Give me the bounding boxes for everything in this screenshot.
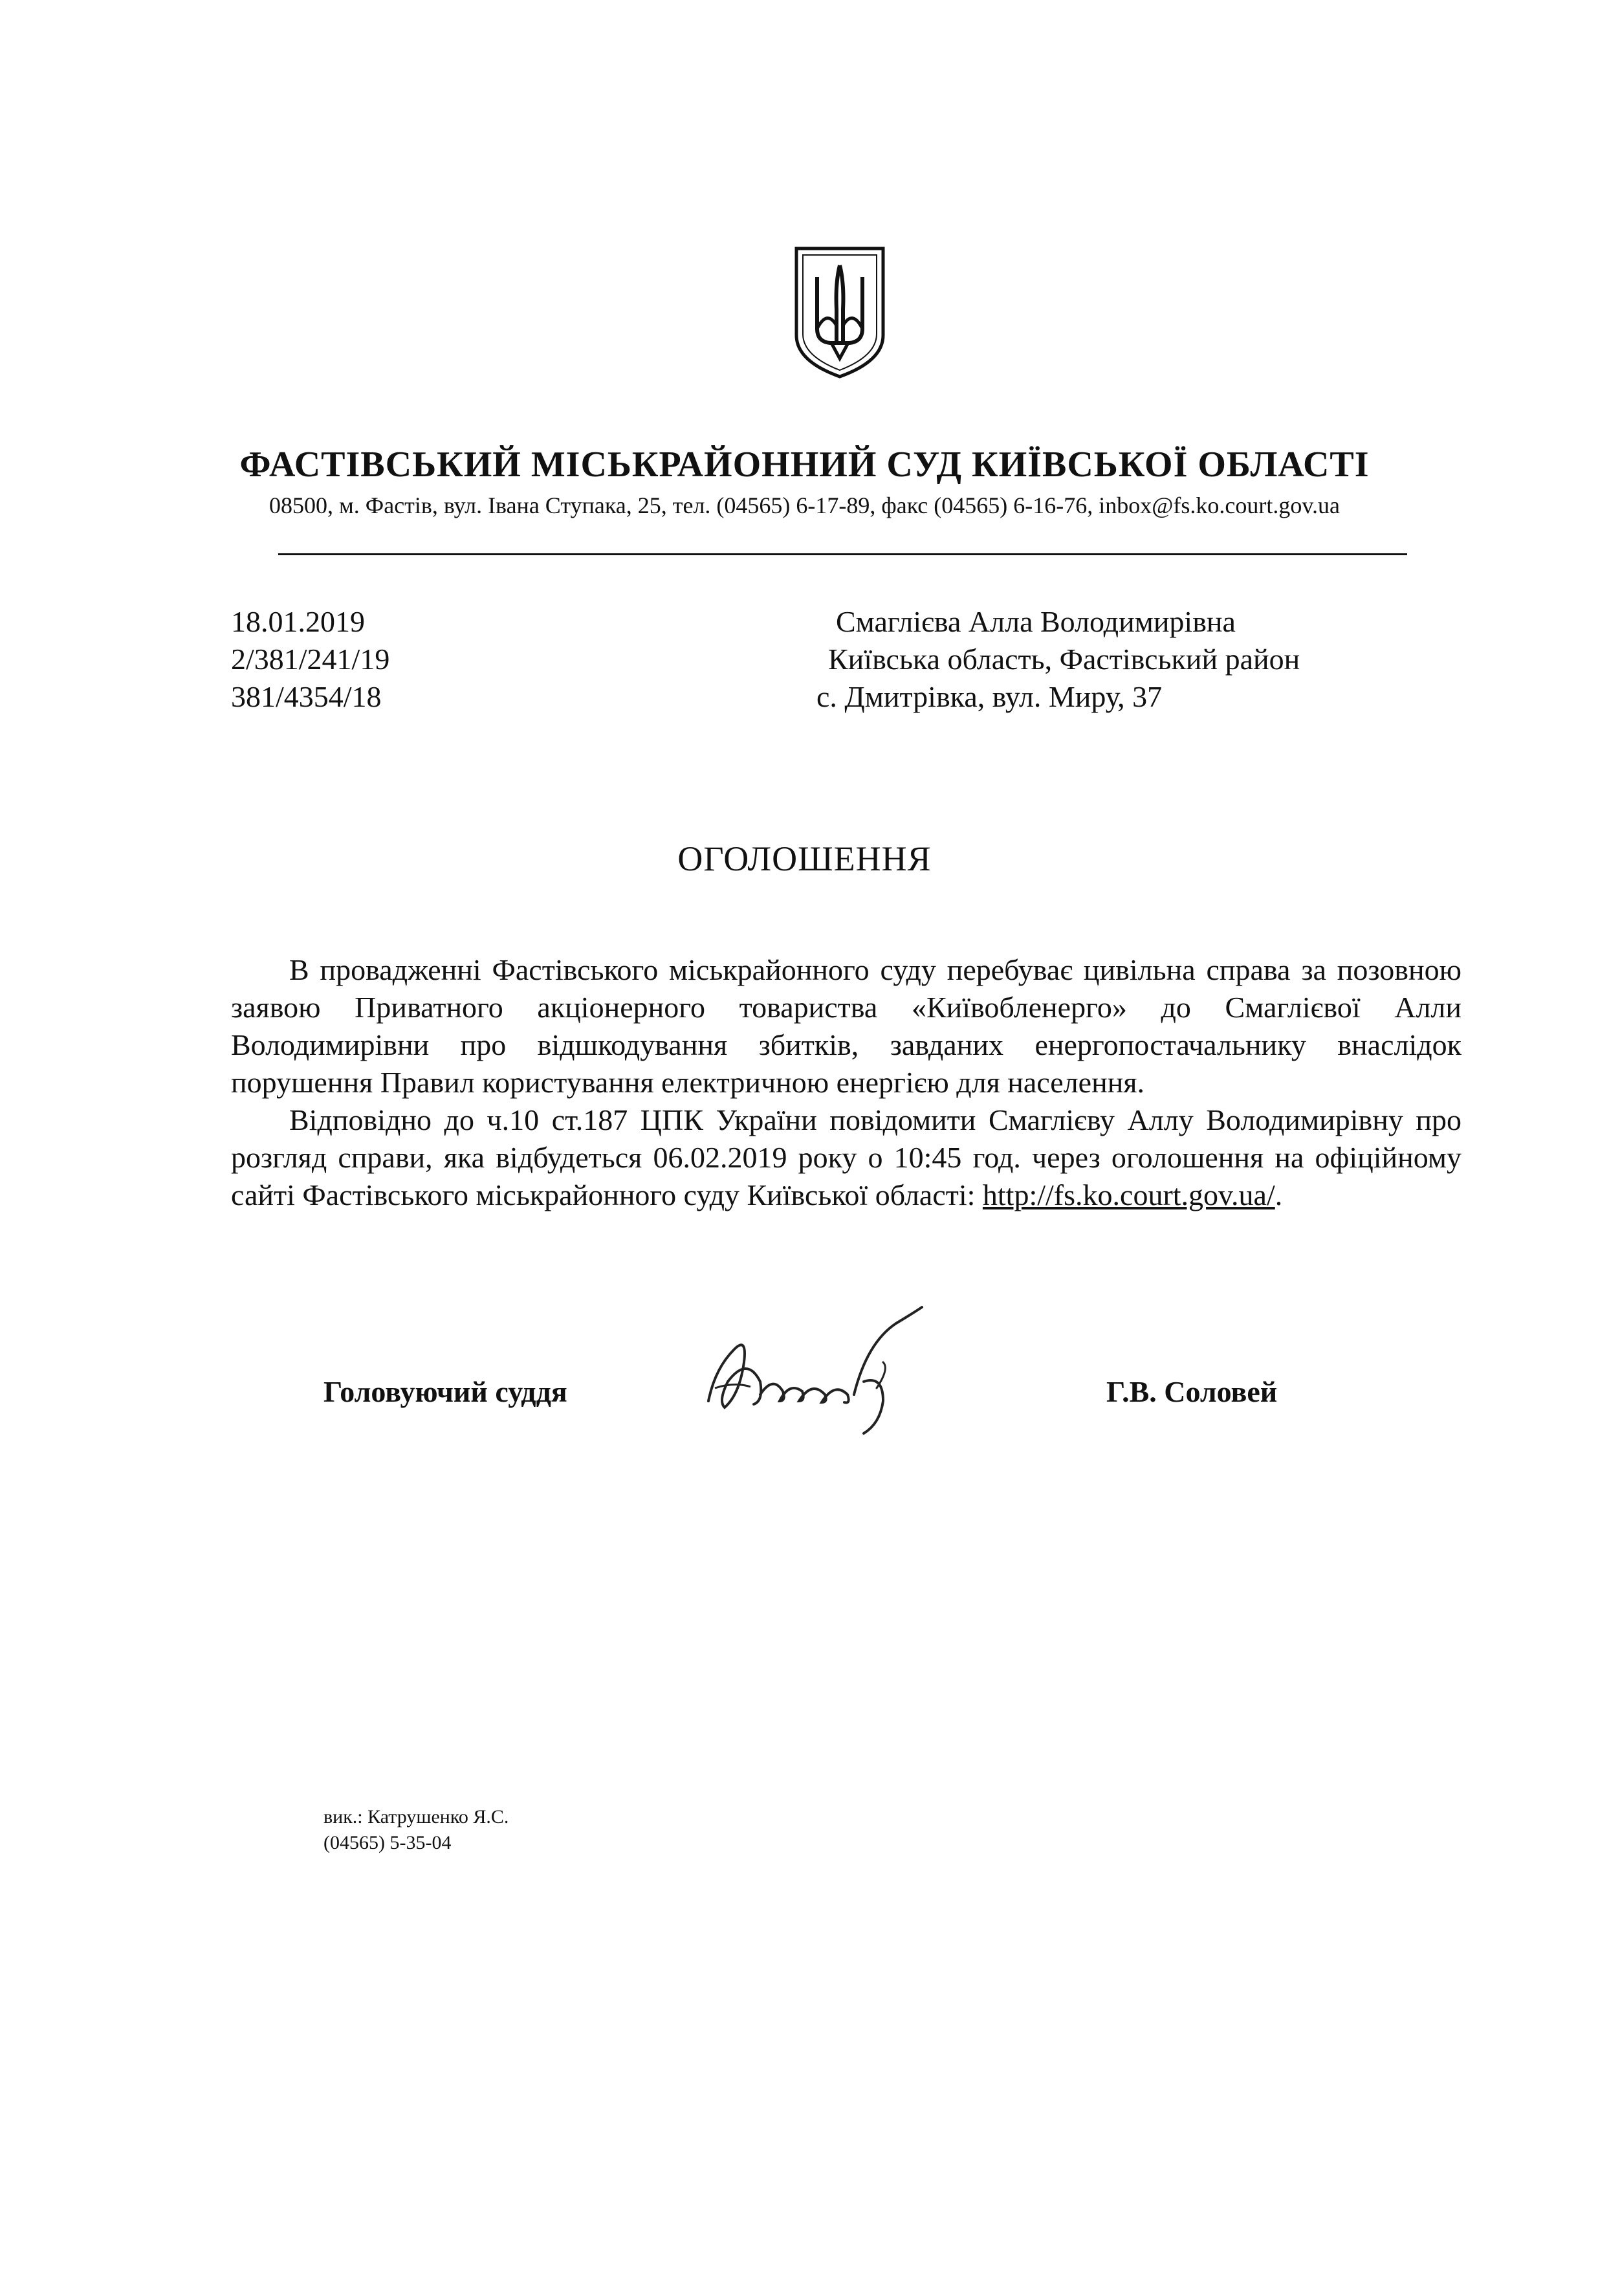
recipient-name: Смаглієва Алла Володимирівна [836,605,1236,638]
recipient-address-line-1: Київська область, Фастівський район [828,643,1300,676]
court-name: ФАСТІВСЬКИЙ МІСЬКРАЙОННИЙ СУД КИЇВСЬКОЇ ОБЛАСТІ [239,445,1370,485]
notice-paragraph-2-end: . [1275,1178,1283,1211]
court-website-link[interactable]: http://fs.ko.court.gov.ua/ [982,1178,1275,1211]
document-references [231,603,389,716]
notice-paragraph-1: В провадженні Фастівського міськрайонного суду перебуває цивільна справа за позовною заявою Приватного акціонерного товариства «Київобленерго» до Смаглієвої Алли Володимирівни про відшкодування збитків, завданих енергопостачальнику внаслідок порушення Правил користування електричною енергією для населення. [231,953,1461,1099]
court-address: 08500, м. Фастів, вул. Івана Ступака, 25, тел. (04565) 6-17-89, факс (04565) 6-16-76, inbox@fs.ko.court.gov.ua [269,492,1340,518]
outgoing-number: 2/381/241/19 [231,643,390,676]
recipient-block [816,603,1300,716]
executor-info [323,1804,509,1856]
trident-coat-of-arms-icon [791,245,888,381]
notice-paragraph-2 [231,1101,1461,1214]
executor-name: вик.: Катрушенко Я.С. [323,1806,509,1827]
recipient-address-line-2: с. Дмитрівка, вул. Миру, 37 [816,680,1163,713]
notice-title: ОГОЛОШЕННЯ [677,839,932,878]
handwritten-signature [689,1304,935,1440]
header-divider [278,553,1407,555]
document-date: 18.01.2019 [231,605,365,638]
signatory-name: Г.В. Соловей [1106,1375,1278,1408]
notice-paragraph-2-text: Відповідно до ч.10 ст.187 ЦПК України повідомити Смаглієву Аллу Володимирівну про розгляд справи, яка відбудеться 06.02.2019 року о 10:45 год. через оголошення на офіційному сайті Фастівського міськрайонного суду Київської області: [231,1103,1461,1211]
case-number: 381/4354/18 [231,680,382,713]
signatory-title: Головуючий суддя [323,1375,567,1408]
notice-body [231,951,1461,1214]
executor-phone: (04565) 5-35-04 [323,1832,452,1853]
